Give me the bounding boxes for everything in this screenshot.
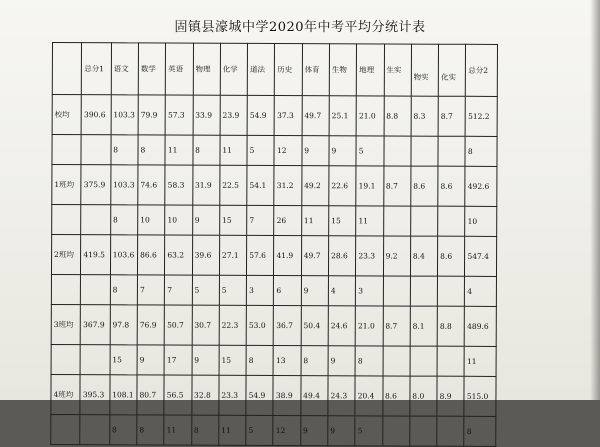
rank-phys-lab [411,206,438,236]
header-phys-lab: 物实 [411,44,439,96]
row-label: 3班均 [51,304,81,344]
rank-label-empty [51,274,81,304]
rank-row [51,274,496,306]
cell-english: 57.3 [165,95,192,135]
header-pe: 体育 [302,44,330,96]
cell-total1: 390.6 [81,95,111,135]
rank-bio-lab [383,206,410,236]
rank-phys-lab [410,276,437,306]
row-label: 2班均 [51,235,81,275]
rank-total2: 10 [465,206,497,236]
rank-physics: 8 [193,135,220,165]
table-row [51,235,496,277]
cell-total1: 367.9 [81,305,111,345]
cell-ethics: 57.6 [247,235,274,275]
rank-total2: 8 [465,136,497,166]
cell-chemistry: 22.3 [219,305,246,345]
table-row [51,304,496,346]
cell-bio-lab: 8.7 [383,166,410,206]
cell-biology: 25.1 [329,96,356,136]
rank-total1 [81,205,111,235]
cell-pe: 49.7 [301,236,328,276]
cell-chem-lab: 8.9 [437,376,464,416]
header-total2: 总分2 [466,44,498,96]
rank-pe: 8 [301,346,328,376]
cell-total2: 492.6 [465,166,497,206]
cell-biology: 24.3 [328,376,355,416]
rank-chinese: 8 [111,135,138,165]
rank-history: 6 [274,275,301,305]
cell-chinese: 103.3 [111,165,138,205]
rank-label-empty [52,135,82,165]
rank-math: 8 [137,415,164,445]
rank-geography: 8 [355,346,382,376]
rank-row [51,344,496,376]
rank-math: 9 [137,345,164,375]
header-math: 数学 [138,43,166,95]
rank-pe: 11 [301,206,328,236]
cell-biology: 28.6 [328,236,355,276]
cell-total2: 489.6 [465,306,497,346]
cell-physics: 30.7 [192,305,219,345]
cell-physics: 32.8 [191,375,218,415]
header-geography: 地理 [357,44,385,96]
cell-phys-lab: 8.1 [410,306,437,346]
cell-total2: 512.2 [465,96,497,136]
rank-math: 7 [137,275,164,305]
rank-chem-lab [438,136,465,166]
cell-math: 76.9 [137,305,164,345]
cell-math: 86.6 [138,235,165,275]
cell-physics: 31.9 [192,165,219,205]
rank-geography: 11 [356,206,383,236]
rank-chem-lab [437,276,464,306]
cell-math: 74.6 [138,165,165,205]
rank-chem-lab [437,346,464,376]
rank-chemistry: 5 [219,275,246,305]
table-row [52,95,497,137]
cell-english: 58.3 [165,165,192,205]
rank-ethics: 5 [247,135,274,165]
cell-chinese: 103.3 [111,95,138,135]
cell-geography: 21.0 [355,306,382,346]
table-row [52,165,497,207]
cell-math: 79.9 [138,95,165,135]
rank-phys-lab [411,136,438,166]
rank-pe: 9 [300,416,327,446]
cell-chemistry: 27.1 [219,235,246,275]
cell-biology: 22.6 [329,166,356,206]
cell-ethics: 53.0 [246,305,273,345]
header-row [52,43,497,97]
rank-ethics: 8 [246,345,273,375]
rank-chemistry: 11 [219,415,246,445]
rank-physics: 5 [192,275,219,305]
rank-physics: 9 [192,345,219,375]
rank-row [52,135,497,167]
cell-total1: 395.3 [80,375,110,415]
header-physics: 物理 [193,43,221,95]
rank-physics: 9 [192,205,219,235]
cell-history: 31.2 [274,165,301,205]
rank-ethics: 5 [246,415,273,445]
cell-bio-lab: 8.7 [383,306,410,346]
cell-total1: 419.5 [81,235,111,275]
cell-ethics: 54.9 [247,95,274,135]
rank-total1 [80,345,110,375]
rank-chem-lab [438,206,465,236]
cell-bio-lab: 9.2 [383,236,410,276]
rank-biology: 9 [328,346,355,376]
cell-chem-lab: 8.8 [437,306,464,346]
rank-math: 8 [138,135,165,165]
rank-english: 11 [165,135,192,165]
rank-geography: 5 [356,136,383,166]
header-total1: 总分1 [82,43,112,95]
rank-chinese: 15 [110,345,137,375]
cell-history: 41.9 [274,235,301,275]
cell-pe: 50.4 [301,306,328,346]
rank-chinese: 8 [109,415,136,445]
cell-physics: 33.9 [193,95,220,135]
cell-geography: 20.4 [355,376,382,416]
table-body [51,43,498,447]
rank-row [52,205,497,237]
rank-ethics: 3 [247,275,274,305]
rank-total1 [80,415,110,445]
rank-english: 7 [165,275,192,305]
page-edge-shadow [590,0,600,400]
cell-chinese: 103.6 [110,235,137,275]
row-label: 校均 [52,95,82,135]
cell-math: 80.7 [137,375,164,415]
cell-pe: 49.4 [301,376,328,416]
rank-total1 [81,135,111,165]
cell-total2: 515.0 [464,376,496,416]
rank-total2: 11 [464,346,496,376]
header-chemistry: 化学 [220,43,248,95]
rank-chem-lab [437,416,464,446]
cell-chemistry: 22.5 [220,165,247,205]
rank-bio-lab [382,416,409,446]
cell-bio-lab: 8.8 [384,96,411,136]
cell-chinese: 97.8 [110,305,137,345]
rank-phys-lab [410,346,437,376]
cell-phys-lab: 8.0 [410,376,437,416]
cell-chemistry: 23.3 [219,375,246,415]
cell-chem-lab: 8.7 [438,96,465,136]
rank-total2: 8 [464,416,496,446]
rank-history: 26 [274,205,301,235]
cell-geography: 21.0 [356,96,383,136]
cell-total1: 375.9 [81,165,111,205]
rank-label-empty [51,414,81,444]
rank-biology: 9 [328,416,355,446]
rank-chinese: 8 [110,275,137,305]
rank-chemistry: 15 [219,345,246,375]
rank-biology: 9 [329,136,356,166]
rank-biology: 4 [328,276,355,306]
cell-biology: 24.6 [328,306,355,346]
rank-pe: 9 [302,136,329,166]
rank-phys-lab [410,416,437,446]
cell-history: 36.7 [274,305,301,345]
rank-row [51,414,496,446]
rank-label-empty [52,205,82,235]
cell-ethics: 54.1 [247,165,274,205]
rank-ethics: 7 [247,205,274,235]
cell-pe: 49.2 [302,166,329,206]
cell-phys-lab: 8.4 [410,236,437,276]
row-label: 1班均 [52,165,82,205]
header-biology: 生物 [329,44,357,96]
cell-chemistry: 23.9 [220,95,247,135]
rank-english: 17 [164,345,191,375]
cell-geography: 19.1 [356,166,383,206]
row-label: 4班均 [51,374,81,414]
rank-bio-lab [383,276,410,306]
cell-history: 37.3 [275,95,302,135]
header-chem-lab: 化实 [438,44,466,96]
cell-chem-lab: 8.6 [438,166,465,206]
document-title: 固镇县濠城中学2020年中考平均分统计表 [174,20,426,35]
rank-english: 10 [165,205,192,235]
rank-history: 13 [273,345,300,375]
cell-physics: 39.6 [192,235,219,275]
header-english: 英语 [166,43,194,95]
rank-label-empty [51,344,81,374]
rank-chinese: 8 [110,205,137,235]
cell-phys-lab: 8.6 [411,166,438,206]
header-history: 历史 [275,43,303,95]
rank-history: 12 [273,415,300,445]
cell-english: 63.2 [165,235,192,275]
score-table [50,42,498,447]
cell-pe: 49.7 [302,96,329,136]
rank-biology: 15 [329,206,356,236]
cell-chinese: 108.1 [110,375,137,415]
rank-total1 [81,275,111,305]
header-bio-lab: 生实 [384,44,412,96]
rank-geography: 3 [356,276,383,306]
cell-english: 56.5 [164,375,191,415]
cell-english: 50.7 [164,305,191,345]
rank-english: 11 [164,415,191,445]
rank-geography: 5 [355,416,382,446]
cell-chem-lab: 8.6 [438,236,465,276]
cell-phys-lab: 8.3 [411,96,438,136]
table-row [51,374,496,416]
rank-math: 10 [138,205,165,235]
rank-total2: 4 [465,276,497,306]
rank-bio-lab [384,136,411,166]
rank-physics: 8 [191,415,218,445]
rank-chemistry: 11 [220,135,247,165]
cell-total2: 547.4 [465,236,497,276]
rank-bio-lab [383,346,410,376]
rank-pe: 9 [301,276,328,306]
cell-history: 38.9 [273,375,300,415]
header-corner [52,43,82,95]
cell-bio-lab: 8.6 [382,376,409,416]
cell-ethics: 54.9 [246,375,273,415]
header-chinese: 语文 [111,43,139,95]
header-ethics: 道法 [247,43,275,95]
cell-geography: 23.3 [356,236,383,276]
rank-history: 12 [274,135,301,165]
rank-chemistry: 15 [220,205,247,235]
